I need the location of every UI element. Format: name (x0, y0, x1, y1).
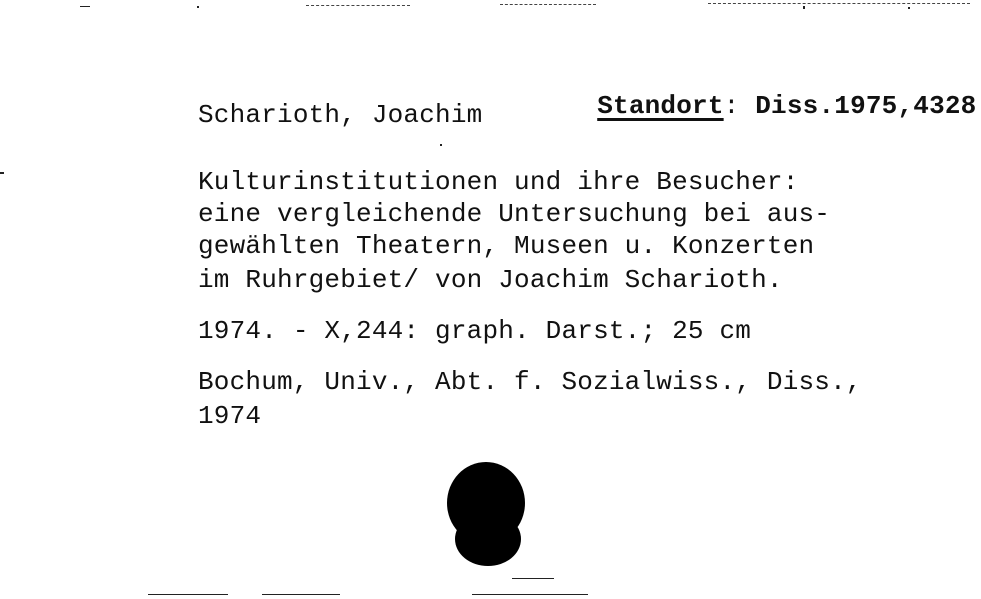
top-edge-mark (306, 5, 410, 6)
bottom-edge-mark (472, 594, 588, 595)
standort-value: Diss.1975,4328 (755, 91, 977, 121)
top-edge-mark (500, 4, 596, 5)
bottom-edge-mark (512, 578, 554, 579)
bottom-edge-mark (262, 594, 340, 595)
title-line: eine vergleichende Untersuchung bei aus- (198, 199, 831, 229)
punch-hole (446, 461, 526, 567)
author-heading: Scharioth, Joachim (198, 100, 483, 130)
title-line: Kulturinstitutionen und ihre Besucher: (198, 167, 799, 197)
standort-separator: : (723, 91, 756, 121)
title-line: gewählten Theatern, Museen u. Konzerten (198, 231, 815, 261)
title-line: im Ruhrgebiet/ von Joachim Scharioth. (198, 265, 783, 295)
edge-speck (440, 144, 442, 146)
note-line: Bochum, Univ., Abt. f. Sozialwiss., Diss., (198, 367, 862, 397)
edge-speck (908, 7, 910, 9)
edge-speck (803, 6, 805, 9)
edge-speck (197, 6, 199, 8)
standort-label: Standort (597, 91, 724, 121)
top-edge-mark (708, 3, 970, 4)
collation-line: 1974. - X,244: graph. Darst.; 25 cm (198, 316, 752, 346)
shelfmark-line (534, 58, 977, 154)
note-line: 1974 (198, 401, 262, 431)
bottom-edge-mark (148, 594, 228, 595)
edge-speck (80, 6, 90, 7)
edge-speck (0, 172, 4, 174)
